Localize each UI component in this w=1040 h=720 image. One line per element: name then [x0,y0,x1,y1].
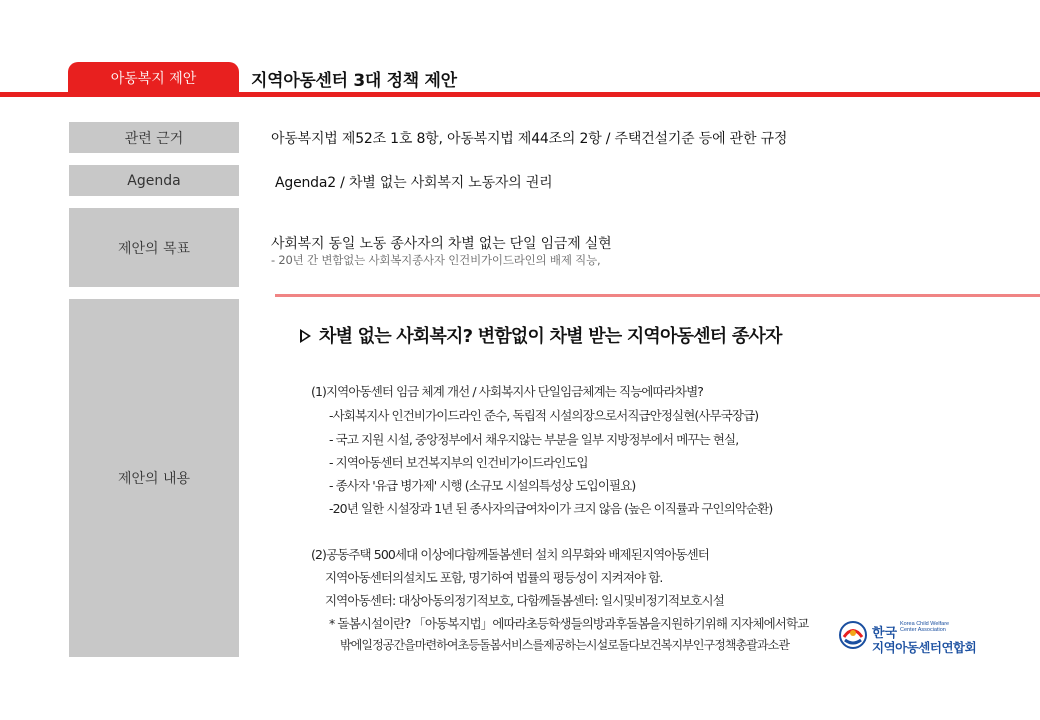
section-tab-label: 아동복지 제안 [110,70,197,87]
section2-item: 지역아동센터: 대상아동의정기적보호, 다함께돌봄센터: 일시및비정기적보호시설 [325,593,724,608]
goal-label-box [69,208,239,287]
section1-item: - 국고 지원 시설, 중앙정부에서 채우지않는 부분을 일부 지방정부에서 메꾸는 현실, [329,432,739,447]
agenda-label: Agenda [127,172,181,189]
agenda-text: Agenda2 / 차별 없는 사회복지 노동자의 권리 [275,175,553,191]
triangle-bullet-icon [300,329,311,343]
section2-item: 지역아동센터의설치도 포함, 명기하여 법률의 평등성이 지켜져야 함. [325,570,663,585]
logo-name: 지역아동센터연합회 [872,640,977,655]
logo-english: Korea Child Welfare Center Association [900,621,950,633]
content-label-box [69,299,239,657]
content-label: 제안의 내용 [117,471,191,487]
goal-subtext: - 20년 간 변함없는 사회복지종사자 인건비가이드라인의 배제 직능, [271,253,601,267]
basis-label: 관련 근거 [124,130,184,147]
goal-text: 사회복지 동일 노동 종사자의 차별 없는 단일 임금제 실현 [271,236,612,252]
section-tab[interactable] [68,62,239,93]
page-title: 지역아동센터 3대 정책 제안 [251,71,457,91]
section2-item: * 돌봄시설이란? 「아동복지법」에따라초등학생들의방과후돌봄을지원하기위해 지자체에서학교 [329,616,809,631]
section1-title: (1)지역아동센터 임금 체계 개선 / 사회복지사 단일임금체계는 직능에따라차별? [311,384,703,399]
logo-korean-short: 한국 [872,626,898,641]
agenda-label-box [69,165,239,196]
goal-label: 제안의 목표 [117,240,191,257]
basis-text: 아동복지법 제52조 1호 8항, 아동복지법 제44조의 2항 / 주택건설기준 등에 관한 규정 [271,131,788,147]
association-emblem-icon [838,620,868,650]
section1-item: - 종사자 '유급 병가제' 시행 (소규모 시설의특성상 도입이필요) [329,478,636,493]
section1-item: - 지역아동센터 보건복지부의 인건비가이드라인도입 [329,455,588,470]
content-heading-text: 차별 없는 사회복지? 변함없이 차별 받는 지역아동센터 종사자 [319,326,782,347]
association-logo [836,618,986,658]
header-divider [0,92,1040,97]
basis-label-box [69,122,239,153]
section1-item: -사회복지사 인건비가이드라인 준수, 독립적 시설의장으로서직급안정실현(사무국장급) [329,408,759,423]
section2-title: (2)공동주택 500세대 이상에다함께돌봄센터 설치 의무화와 배제된지역아동센터 [311,547,709,562]
section1-item: -20년 일한 시설장과 1년 된 종사자의급여차이가 크지 않음 (높은 이직률과 구인의악순환) [329,501,773,516]
content-heading [300,322,782,348]
section2-item: 밖에일정공간을마련하여초등돌봄서비스를제공하는시설로돌다보건복지부인구정책총괄과소관 [340,638,790,652]
content-divider [275,294,1040,297]
